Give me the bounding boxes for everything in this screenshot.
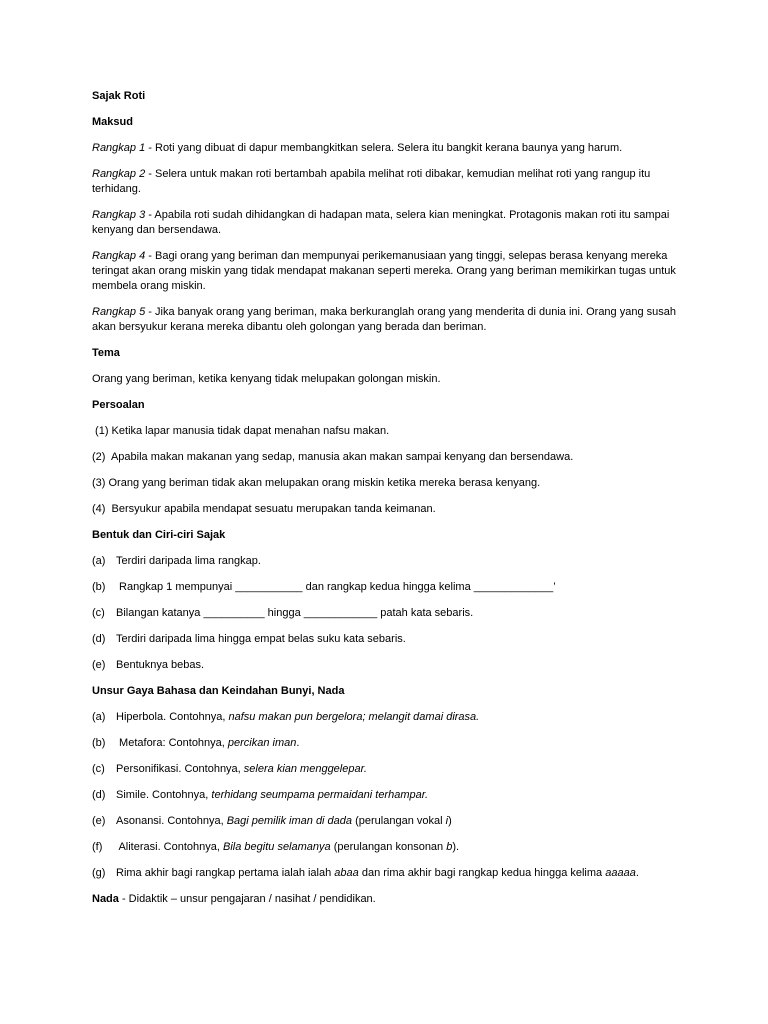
rangkap-4: [92, 249, 692, 294]
unsur-item: [92, 814, 692, 829]
item-text: dan rima akhir bagi rangkap kedua hingga kelima: [358, 867, 606, 879]
item-label: (d): [92, 789, 106, 801]
separator: -: [145, 209, 155, 221]
item-label: (b): [92, 737, 106, 749]
unsur-item: [92, 762, 692, 777]
item-text: ): [448, 815, 452, 827]
unsur-item: [92, 736, 692, 751]
rangkap-label: Rangkap 2: [92, 168, 146, 180]
rangkap-3: [92, 208, 692, 238]
item-text: Hiperbola. Contohnya,: [116, 711, 229, 723]
heading-bentuk: Bentuk dan Ciri-ciri Sajak: [92, 529, 226, 541]
item-label: (c): [92, 763, 105, 775]
item-text: .: [296, 737, 300, 749]
example-text: Bila begitu selamanya: [223, 841, 331, 853]
persoalan-item: (2) Apabila makan makanan yang sedap, manusia akan makan sampai kenyang dan bersendawa.: [92, 451, 574, 463]
bentuk-item: [92, 658, 692, 673]
item-text: Aliterasi. Contohnya,: [116, 841, 224, 853]
rangkap-text: Bagi orang yang beriman dan mempunyai perikemanusiaan yang tinggi, selepas berasa kenyang mereka teringat akan orang miskin yang tidak mendapat makanan seperti mereka. Orang yang beriman memikirkan tugas untuk membela orang miskin.: [92, 250, 676, 292]
rangkap-text: Apabila roti sudah dihidangkan di hadapan mata, selera kian meningkat. Protagonis makan roti itu sampai kenyang dan bersendawa.: [92, 209, 670, 236]
unsur-item: [92, 710, 692, 725]
item-text: .: [635, 867, 639, 879]
item-text: Terdiri daripada lima rangkap.: [116, 555, 261, 567]
rangkap-label: Rangkap 1: [92, 142, 146, 154]
item-text: Asonansi. Contohnya,: [116, 815, 227, 827]
bentuk-item: [92, 580, 692, 595]
item-text: Terdiri daripada lima hingga empat belas suku kata sebaris.: [116, 633, 406, 645]
heading-unsur: Unsur Gaya Bahasa dan Keindahan Bunyi, Nada: [92, 685, 345, 697]
nada-label: Nada: [92, 893, 119, 905]
example-text: aaaaa: [605, 867, 636, 879]
item-text: Simile. Contohnya,: [116, 789, 212, 801]
item-text: Rangkap 1 mempunyai ___________ dan rangkap kedua hingga kelima _____________’: [116, 581, 556, 593]
example-text: Bagi pemilik iman di dada: [226, 815, 353, 827]
tema-text: Orang yang beriman, ketika kenyang tidak melupakan golongan miskin.: [92, 373, 441, 385]
item-label: (a): [92, 711, 106, 723]
item-text: (perulangan vokal: [352, 815, 446, 827]
example-text: selera kian menggelepar.: [243, 763, 367, 775]
item-label: (e): [92, 815, 106, 827]
document-title: Sajak Roti: [92, 90, 146, 102]
item-label: (b): [92, 581, 106, 593]
rangkap-2: [92, 167, 692, 197]
item-text: Bentuknya bebas.: [116, 659, 205, 671]
separator: -: [145, 168, 155, 180]
example-text: b: [446, 841, 453, 853]
item-label: (f): [92, 841, 103, 853]
rangkap-5: [92, 305, 692, 335]
separator: -: [145, 250, 155, 262]
rangkap-text: Jika banyak orang yang beriman, maka berkuranglah orang yang menderita di dunia ini. Orang yang susah akan bersyukur kerana mereka dibantu oleh golongan yang berada dan beriman.: [92, 306, 676, 333]
document-page: [92, 89, 692, 918]
rangkap-text: Selera untuk makan roti bertambah apabila melihat roti dibakar, kemudian melihat roti yang rangup itu terhidang.: [92, 168, 651, 195]
item-label: (e): [92, 659, 106, 671]
item-text: Bilangan katanya __________ hingga ____________ patah kata sebaris.: [116, 607, 474, 619]
rangkap-text: Roti yang dibuat di dapur membangkitkan selera. Selera itu bangkit kerana baunya yang harum.: [155, 142, 623, 154]
example-text: i: [445, 815, 449, 827]
heading-maksud: Maksud: [92, 116, 133, 128]
heading-tema: Tema: [92, 347, 120, 359]
item-text: Rima akhir bagi rangkap pertama ialah ialah: [116, 867, 335, 879]
persoalan-item: (1) Ketika lapar manusia tidak dapat menahan nafsu makan.: [92, 425, 390, 437]
rangkap-label: Rangkap 4: [92, 250, 146, 262]
example-text: nafsu makan pun bergelora; melangit damai dirasa.: [228, 711, 480, 723]
persoalan-item: (4) Bersyukur apabila mendapat sesuatu merupakan tanda keimanan.: [92, 503, 436, 515]
item-label: (g): [92, 867, 106, 879]
unsur-item: [92, 840, 692, 855]
example-text: terhidang seumpama permaidani terhampar.: [211, 789, 429, 801]
separator: -: [145, 142, 155, 154]
nada-line: [92, 892, 692, 907]
item-label: (a): [92, 555, 106, 567]
bentuk-item: [92, 632, 692, 647]
item-text: Personifikasi. Contohnya,: [116, 763, 244, 775]
rangkap-label: Rangkap 3: [92, 209, 146, 221]
heading-persoalan: Persoalan: [92, 399, 145, 411]
bentuk-item: [92, 606, 692, 621]
item-label: (d): [92, 633, 106, 645]
rangkap-1: [92, 141, 692, 156]
item-text: (perulangan konsonan: [330, 841, 447, 853]
item-label: (c): [92, 607, 105, 619]
rangkap-label: Rangkap 5: [92, 306, 146, 318]
unsur-item: [92, 866, 692, 881]
example-text: percikan iman: [227, 737, 297, 749]
persoalan-item: (3) Orang yang beriman tidak akan melupakan orang miskin ketika mereka berasa kenyang.: [92, 477, 541, 489]
nada-text: - Didaktik – unsur pengajaran / nasihat / pendidikan.: [118, 893, 376, 905]
unsur-item: [92, 788, 692, 803]
item-text: ).: [452, 841, 460, 853]
bentuk-item: [92, 554, 692, 569]
item-text: Metafora: Contohnya,: [116, 737, 228, 749]
separator: -: [145, 306, 155, 318]
example-text: abaa: [334, 867, 359, 879]
